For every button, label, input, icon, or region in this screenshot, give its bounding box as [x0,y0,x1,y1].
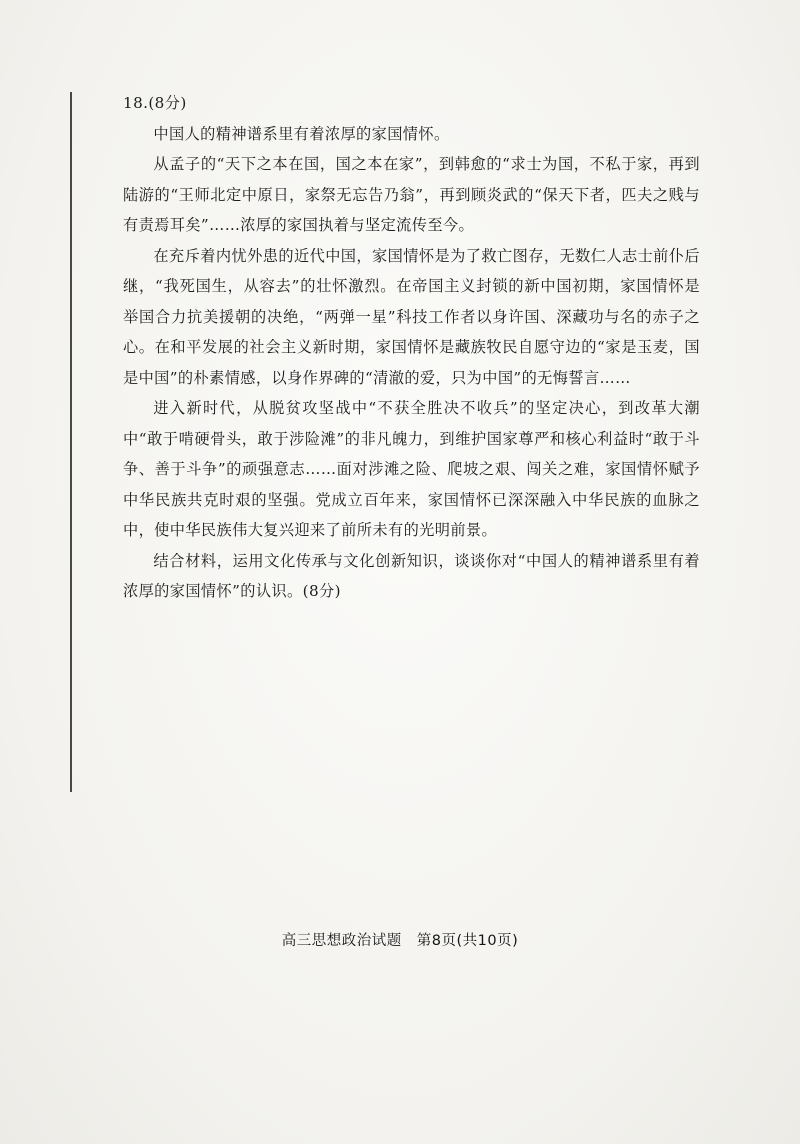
question-block [123,88,700,607]
material-paragraph-3: 进入新时代，从脱贫攻坚战中“不获全胜决不收兵”的坚定决心，到改革大潮中“敢于啃硬骨头，敢于涉险滩”的非凡魄力，到维护国家尊严和核心利益时“敢于斗争、善于斗争”的顽强意志……面对涉滩之险、爬坡之艰、闯关之难，家国情怀赋予中华民族共克时艰的坚强。党成立百年来，家国情怀已深深融入中华民族的血脉之中，使中华民族伟大复兴迎来了前所未有的光明前景。 [123,399,700,539]
question-theme: 中国人的精神谱系里有着浓厚的家国情怀。 [153,124,450,143]
question-number: 18.(8分) [123,94,187,112]
page-footer: 高三思想政治试题 第8页(共10页) [281,933,519,949]
material-paragraph-2: 在充斥着内忧外患的近代中国，家国情怀是为了救亡图存，无数仁人志士前仆后继，“我死国生，从容去”的壮怀激烈。在帝国主义封锁的新中国初期，家国情怀是举国合力抗美援朝的决绝，“两弹一星”科技工作者以身许国、深藏功与名的赤子之心。在和平发展的社会主义新时期，家国情怀是藏族牧民自愿守边的“家是玉麦，国是中国”的朴素情感，以身作界碑的“清澈的爱，只为中国”的无悔誓言…… [123,246,700,387]
question-prompt: 结合材料，运用文化传承与文化创新知识，谈谈你对“中国人的精神谱系里有着浓厚的家国情怀”的认识。(8分) [123,551,700,600]
material-paragraph-1: 从孟子的“天下之本在国，国之本在家”，到韩愈的“求士为国，不私于家，再到陆游的“王师北定中原日，家祭无忘告乃翁”，再到顾炎武的“保天下者，匹夫之贱与有责焉耳矣”……浓厚的家国执着与坚定流传至今。 [123,155,700,234]
binding-margin-line [70,92,72,792]
